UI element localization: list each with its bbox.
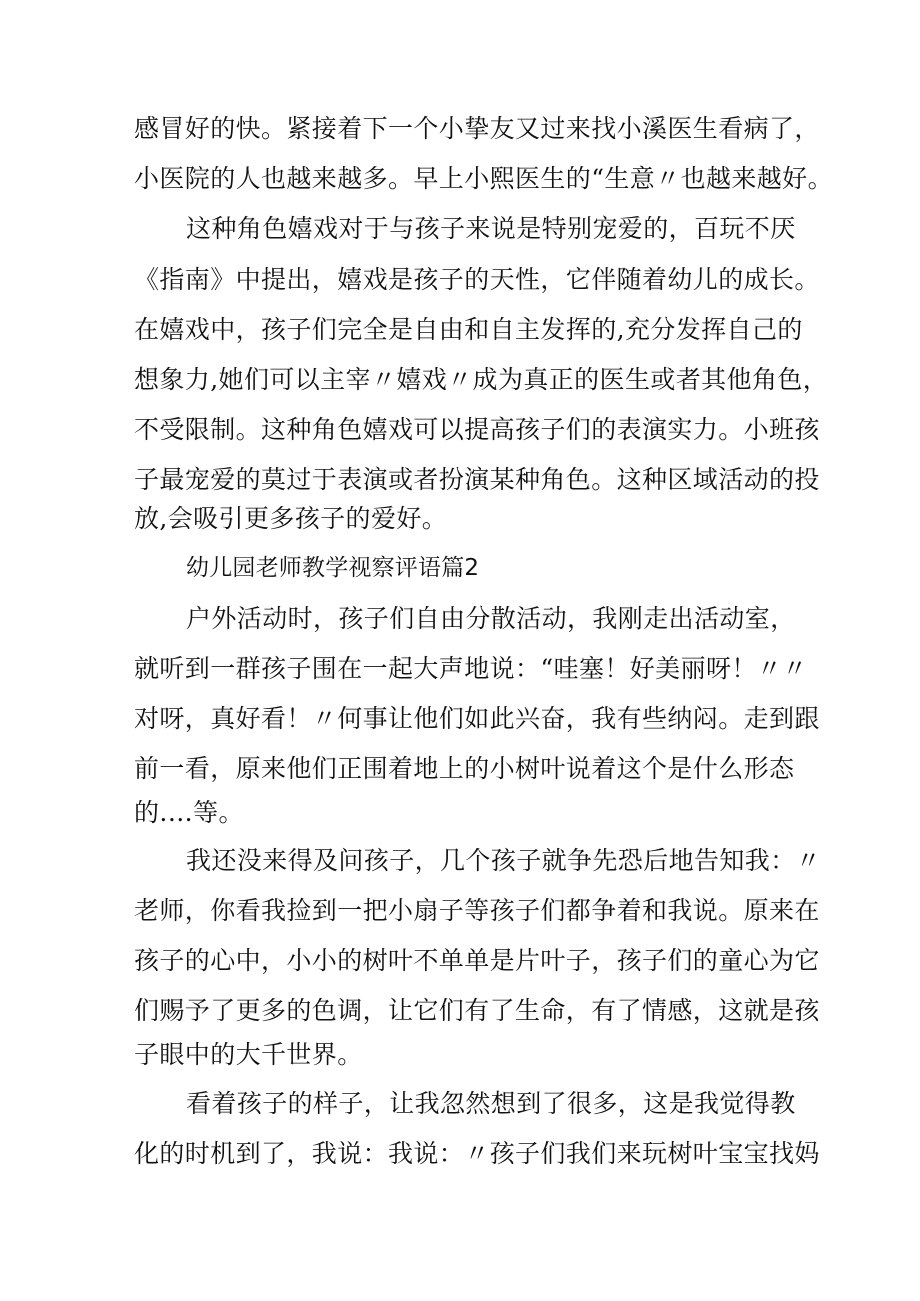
text-line: 的.…等。 — [134, 798, 244, 827]
text-line: 感冒好的快。紧接着下一个小挚友又过来找小溪医生看病了， — [134, 114, 820, 143]
text-line: 不受限制。这种角色嬉戏可以提高孩子们的表演实力。小班孩 — [134, 415, 820, 444]
text-line: 们赐予了更多的色调，让它们有了生命，有了情感，这就是孩 — [134, 996, 820, 1025]
paragraph-start-line: 户外活动时，孩子们自由分散活动，我刚走出活动室， — [186, 604, 796, 633]
text-line: 子最宠爱的莫过于表演或者扮演某种角色。这种区域活动的投 — [134, 465, 820, 494]
paragraph-start-line: 这种角色嬉戏对于与孩子来说是特别宠爱的，百玩不厌 — [186, 214, 796, 243]
text-line: 在嬉戏中，孩子们完全是自由和自主发挥的,充分发挥自己的 — [134, 315, 803, 344]
text-line: 孩子的心中，小小的树叶不单单是片叶子，孩子们的童心为它 — [134, 946, 820, 975]
text-line: 小医院的人也越来越多。早上小熙医生的“生意〃也越来越好。 — [134, 164, 833, 193]
paragraph-start-line: 我还没来得及问孩子，几个孩子就争先恐后地告知我：〃 — [186, 846, 822, 875]
text-line: 《指南》中提出，嬉戏是孩子的天性，它伴随着幼儿的成长。 — [134, 265, 820, 294]
paragraph-start-line: 看着孩子的样子，让我忽然想到了很多，这是我觉得教 — [186, 1089, 796, 1118]
section-heading: 幼儿园老师教学视察评语篇2 — [186, 555, 480, 581]
text-line: 前一看，原来他们正围着地上的小树叶说着这个是什么形态 — [134, 754, 795, 783]
text-line: 放,会吸引更多孩子的爱好。 — [134, 504, 448, 533]
text-line: 对呀，真好看！〃何事让他们如此兴奋，我有些纳闷。走到跟 — [134, 704, 820, 733]
text-line: 老师，你看我捡到一把小扇子等孩子们都争着和我说。原来在 — [134, 896, 820, 925]
text-line: 想象力,她们可以主宰〃嬉戏〃成为真正的医生或者其他角色， — [134, 365, 829, 394]
text-line: 化的时机到了，我说：我说：〃孩子们我们来玩树叶宝宝找妈 — [134, 1139, 820, 1168]
text-line: 子眼中的大千世界。 — [134, 1040, 363, 1069]
text-line: 就听到一群孩子围在一起大声地说：“哇塞！好美丽呀！〃〃 — [134, 654, 808, 683]
